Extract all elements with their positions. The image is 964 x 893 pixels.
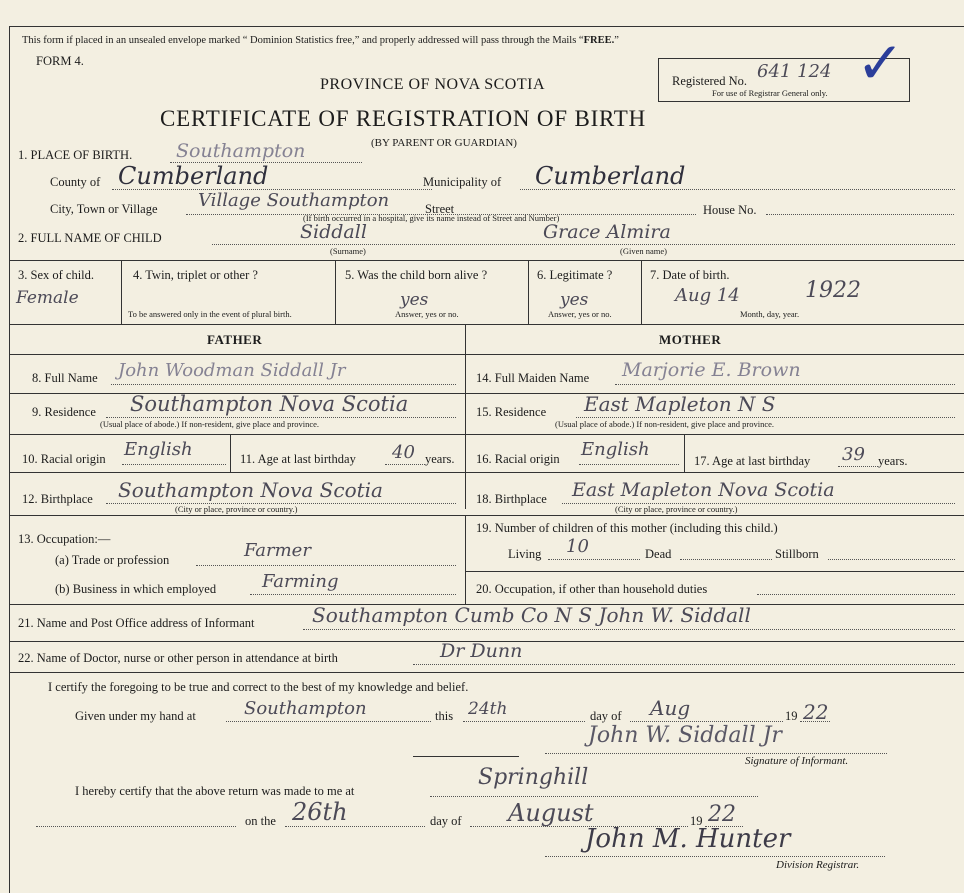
month-line bbox=[630, 721, 783, 722]
living-label: Living bbox=[508, 547, 542, 561]
street-label: Street bbox=[425, 202, 455, 216]
father-occupation-label: 13. Occupation:— bbox=[18, 532, 111, 546]
page-subtitle: (BY PARENT OR GUARDIAN) bbox=[371, 137, 517, 149]
city-label: City, Town or Village bbox=[50, 202, 158, 216]
this-label: this bbox=[435, 709, 454, 723]
hereby-place-line bbox=[430, 796, 758, 797]
box-divider-3 bbox=[528, 260, 529, 324]
informant-signature-caption: Signature of Informant. bbox=[745, 755, 849, 767]
child-surname: Siddall bbox=[300, 221, 367, 243]
row-12-rule bbox=[9, 515, 964, 516]
row-19-rule bbox=[465, 571, 964, 572]
father-residence-note: (Usual place of abode.) If non-resident, give place and province. bbox=[100, 419, 320, 429]
birth-year-value: 1922 bbox=[805, 278, 861, 303]
this-day-value: 24th bbox=[468, 699, 508, 719]
child-name-label: 2. FULL NAME OF CHILD bbox=[18, 231, 162, 245]
given-place-value: Southampton bbox=[244, 698, 367, 719]
child-name-line bbox=[212, 244, 955, 245]
informant-line bbox=[303, 629, 955, 630]
living-line bbox=[548, 559, 640, 560]
mother-residence-line bbox=[576, 417, 955, 418]
on-the-label: on the bbox=[245, 814, 276, 828]
row-9-rule bbox=[9, 434, 964, 435]
twin-note: To be answered only in the event of plural birth. bbox=[128, 309, 292, 319]
given-name-caption: (Given name) bbox=[620, 246, 667, 256]
father-name-value: John Woodman Siddall Jr bbox=[118, 360, 346, 381]
father-mother-heading-rule bbox=[9, 354, 964, 355]
living-value: 10 bbox=[566, 536, 589, 557]
trade-value: Farmer bbox=[244, 540, 311, 561]
this-day-line bbox=[463, 721, 585, 722]
mother-racial-label: 16. Racial origin bbox=[476, 452, 560, 466]
year-prefix: 19 bbox=[785, 709, 798, 723]
born-alive-note: Answer, yes or no. bbox=[395, 309, 459, 319]
born-alive-value: yes bbox=[400, 290, 429, 310]
father-racial-line bbox=[122, 464, 226, 465]
father-racial-value: English bbox=[124, 439, 193, 460]
year-prefix-2: 19 bbox=[690, 814, 703, 828]
business-line bbox=[250, 594, 456, 595]
business-value: Farming bbox=[262, 571, 339, 592]
province-title: PROVINCE OF NOVA SCOTIA bbox=[320, 76, 546, 93]
informant-label: 21. Name and Post Office address of Informant bbox=[18, 616, 255, 630]
mother-racial-value: English bbox=[581, 439, 650, 460]
mother-name-value: Marjorie E. Brown bbox=[622, 359, 801, 381]
registrar-signature-line bbox=[545, 856, 885, 857]
registered-label: Registered No. bbox=[672, 74, 747, 88]
mother-residence-label: 15. Residence bbox=[476, 405, 547, 419]
registered-note: For use of Registrar General only. bbox=[712, 88, 828, 98]
mother-racial-line bbox=[579, 464, 679, 465]
mother-heading: MOTHER bbox=[659, 332, 722, 347]
day-of-label: day of bbox=[590, 709, 622, 723]
business-label: (b) Business in which employed bbox=[55, 582, 217, 596]
check-mark-icon: ✓ bbox=[856, 29, 905, 97]
mother-residence-value: East Mapleton N S bbox=[584, 392, 776, 416]
date-of-birth-value: Aug 14 bbox=[675, 285, 740, 306]
racial-age-divider-right bbox=[684, 434, 685, 472]
mother-birthplace-label: 18. Birthplace bbox=[476, 492, 547, 506]
surname-caption: (Surname) bbox=[330, 246, 366, 256]
registered-number: 641 124 bbox=[757, 61, 832, 82]
place-of-birth-value: Southampton bbox=[176, 140, 306, 162]
father-age-label: 11. Age at last birthday bbox=[240, 452, 356, 466]
father-mother-divider-lower bbox=[465, 516, 466, 604]
month-value: Aug bbox=[650, 696, 691, 720]
informant-value: Southampton Cumb Co N S John W. Siddall bbox=[312, 603, 751, 627]
father-birthplace-value: Southampton Nova Scotia bbox=[118, 478, 383, 502]
trade-label: (a) Trade or profession bbox=[55, 553, 170, 567]
legitimate-value: yes bbox=[560, 290, 589, 310]
child-given-name: Grace Almira bbox=[543, 221, 671, 243]
father-residence-value: Southampton Nova Scotia bbox=[130, 392, 409, 416]
house-number-line bbox=[766, 214, 954, 215]
father-heading: FATHER bbox=[207, 332, 263, 347]
father-residence-line bbox=[106, 417, 456, 418]
stillborn-line bbox=[828, 559, 955, 560]
father-name-label: 8. Full Name bbox=[32, 371, 98, 385]
box-divider-4 bbox=[641, 260, 642, 324]
boxes-top-rule bbox=[9, 260, 964, 261]
year-value-2: 22 bbox=[708, 802, 736, 827]
legitimate-note: Answer, yes or no. bbox=[548, 309, 612, 319]
racial-age-divider-left bbox=[230, 434, 231, 472]
dead-line bbox=[680, 559, 772, 560]
father-racial-label: 10. Racial origin bbox=[22, 452, 106, 466]
father-name-line bbox=[111, 384, 456, 385]
place-of-birth-label: 1. PLACE OF BIRTH. bbox=[18, 148, 133, 162]
father-age-value: 40 bbox=[392, 442, 415, 463]
father-age-line bbox=[385, 464, 425, 465]
dead-label: Dead bbox=[645, 547, 672, 561]
mother-residence-note: (Usual place of abode.) If non-resident, give place and province. bbox=[555, 419, 775, 429]
mother-name-line bbox=[615, 384, 955, 385]
children-count-label: 19. Number of children of this mother (including this child.) bbox=[476, 521, 778, 535]
born-alive-label: 5. Was the child born alive ? bbox=[345, 268, 488, 282]
city-value: Village Southampton bbox=[198, 190, 390, 211]
house-number-label: House No. bbox=[703, 203, 757, 217]
mother-age-line bbox=[838, 466, 878, 467]
registrar-caption: Division Registrar. bbox=[776, 859, 860, 871]
box-divider-1 bbox=[121, 260, 122, 324]
hospital-note: (If birth occurred in a hospital, give its name instead of Street and Number) bbox=[303, 213, 560, 223]
mother-age-label: 17. Age at last birthday bbox=[694, 454, 811, 468]
stillborn-label: Stillborn bbox=[775, 547, 819, 561]
given-place-line bbox=[226, 721, 431, 722]
signature-short-rule bbox=[413, 756, 519, 757]
on-the-day-line bbox=[285, 826, 425, 827]
municipality-label: Municipality of bbox=[423, 175, 502, 189]
doctor-label: 22. Name of Doctor, nurse or other person in attendance at birth bbox=[18, 651, 338, 665]
form-label: FORM 4. bbox=[36, 54, 84, 68]
municipality-value: Cumberland bbox=[535, 162, 686, 190]
mother-birthplace-note: (City or place, province or country.) bbox=[615, 504, 738, 514]
sex-value: Female bbox=[16, 288, 79, 308]
mother-occupation-line bbox=[757, 594, 955, 595]
father-birthplace-label: 12. Birthplace bbox=[22, 492, 93, 506]
box-divider-2 bbox=[335, 260, 336, 324]
informant-signature-line bbox=[545, 753, 887, 754]
father-years-label: years. bbox=[425, 452, 455, 466]
on-the-day-value: 26th bbox=[292, 798, 348, 826]
trade-line bbox=[196, 565, 456, 566]
father-mother-divider bbox=[465, 324, 466, 509]
left-margin-line bbox=[9, 26, 10, 893]
informant-signature: John W. Siddall Jr bbox=[588, 723, 782, 748]
mother-birthplace-value: East Mapleton Nova Scotia bbox=[572, 479, 835, 501]
legitimate-label: 6. Legitimate ? bbox=[537, 268, 613, 282]
twin-label: 4. Twin, triplet or other ? bbox=[133, 268, 258, 282]
registrar-signature: John M. Hunter bbox=[585, 824, 791, 854]
year-line bbox=[800, 721, 830, 722]
county-label: County of bbox=[50, 175, 101, 189]
hereby-place-value: Springhill bbox=[478, 765, 589, 790]
doctor-line bbox=[413, 664, 955, 665]
father-residence-label: 9. Residence bbox=[32, 405, 96, 419]
mail-notice: This form if placed in an unsealed envelope marked “ Dominion Statistics free,” and properly addressed will pass through the Mails “FREE.” bbox=[22, 35, 619, 46]
mother-occupation-label: 20. Occupation, if other than household duties bbox=[476, 582, 708, 596]
mother-name-label: 14. Full Maiden Name bbox=[476, 371, 590, 385]
date-of-birth-note: Month, day, year. bbox=[740, 309, 800, 319]
page-title: CERTIFICATE OF REGISTRATION OF BIRTH bbox=[160, 106, 647, 131]
hereby-label: I hereby certify that the above return was made to me at bbox=[75, 784, 355, 798]
on-the-lead-line bbox=[36, 826, 236, 827]
month-value-2: August bbox=[508, 799, 594, 827]
row-22-rule bbox=[9, 672, 964, 673]
mother-years-label: years. bbox=[878, 454, 908, 468]
county-value: Cumberland bbox=[118, 162, 269, 190]
father-birthplace-note: (City or place, province or country.) bbox=[175, 504, 298, 514]
row-10-rule bbox=[9, 472, 964, 473]
date-of-birth-label: 7. Date of birth. bbox=[650, 268, 730, 282]
doctor-value: Dr Dunn bbox=[440, 640, 523, 662]
certify-statement: I certify the foregoing to be true and correct to the best of my knowledge and belief. bbox=[48, 680, 469, 694]
mother-age-value: 39 bbox=[842, 444, 865, 465]
sex-label: 3. Sex of child. bbox=[18, 268, 95, 282]
day-of-label-2: day of bbox=[430, 814, 462, 828]
top-rule bbox=[9, 26, 964, 27]
boxes-bottom-rule bbox=[9, 324, 964, 325]
year-value: 22 bbox=[803, 700, 829, 724]
given-under-label: Given under my hand at bbox=[75, 709, 196, 723]
